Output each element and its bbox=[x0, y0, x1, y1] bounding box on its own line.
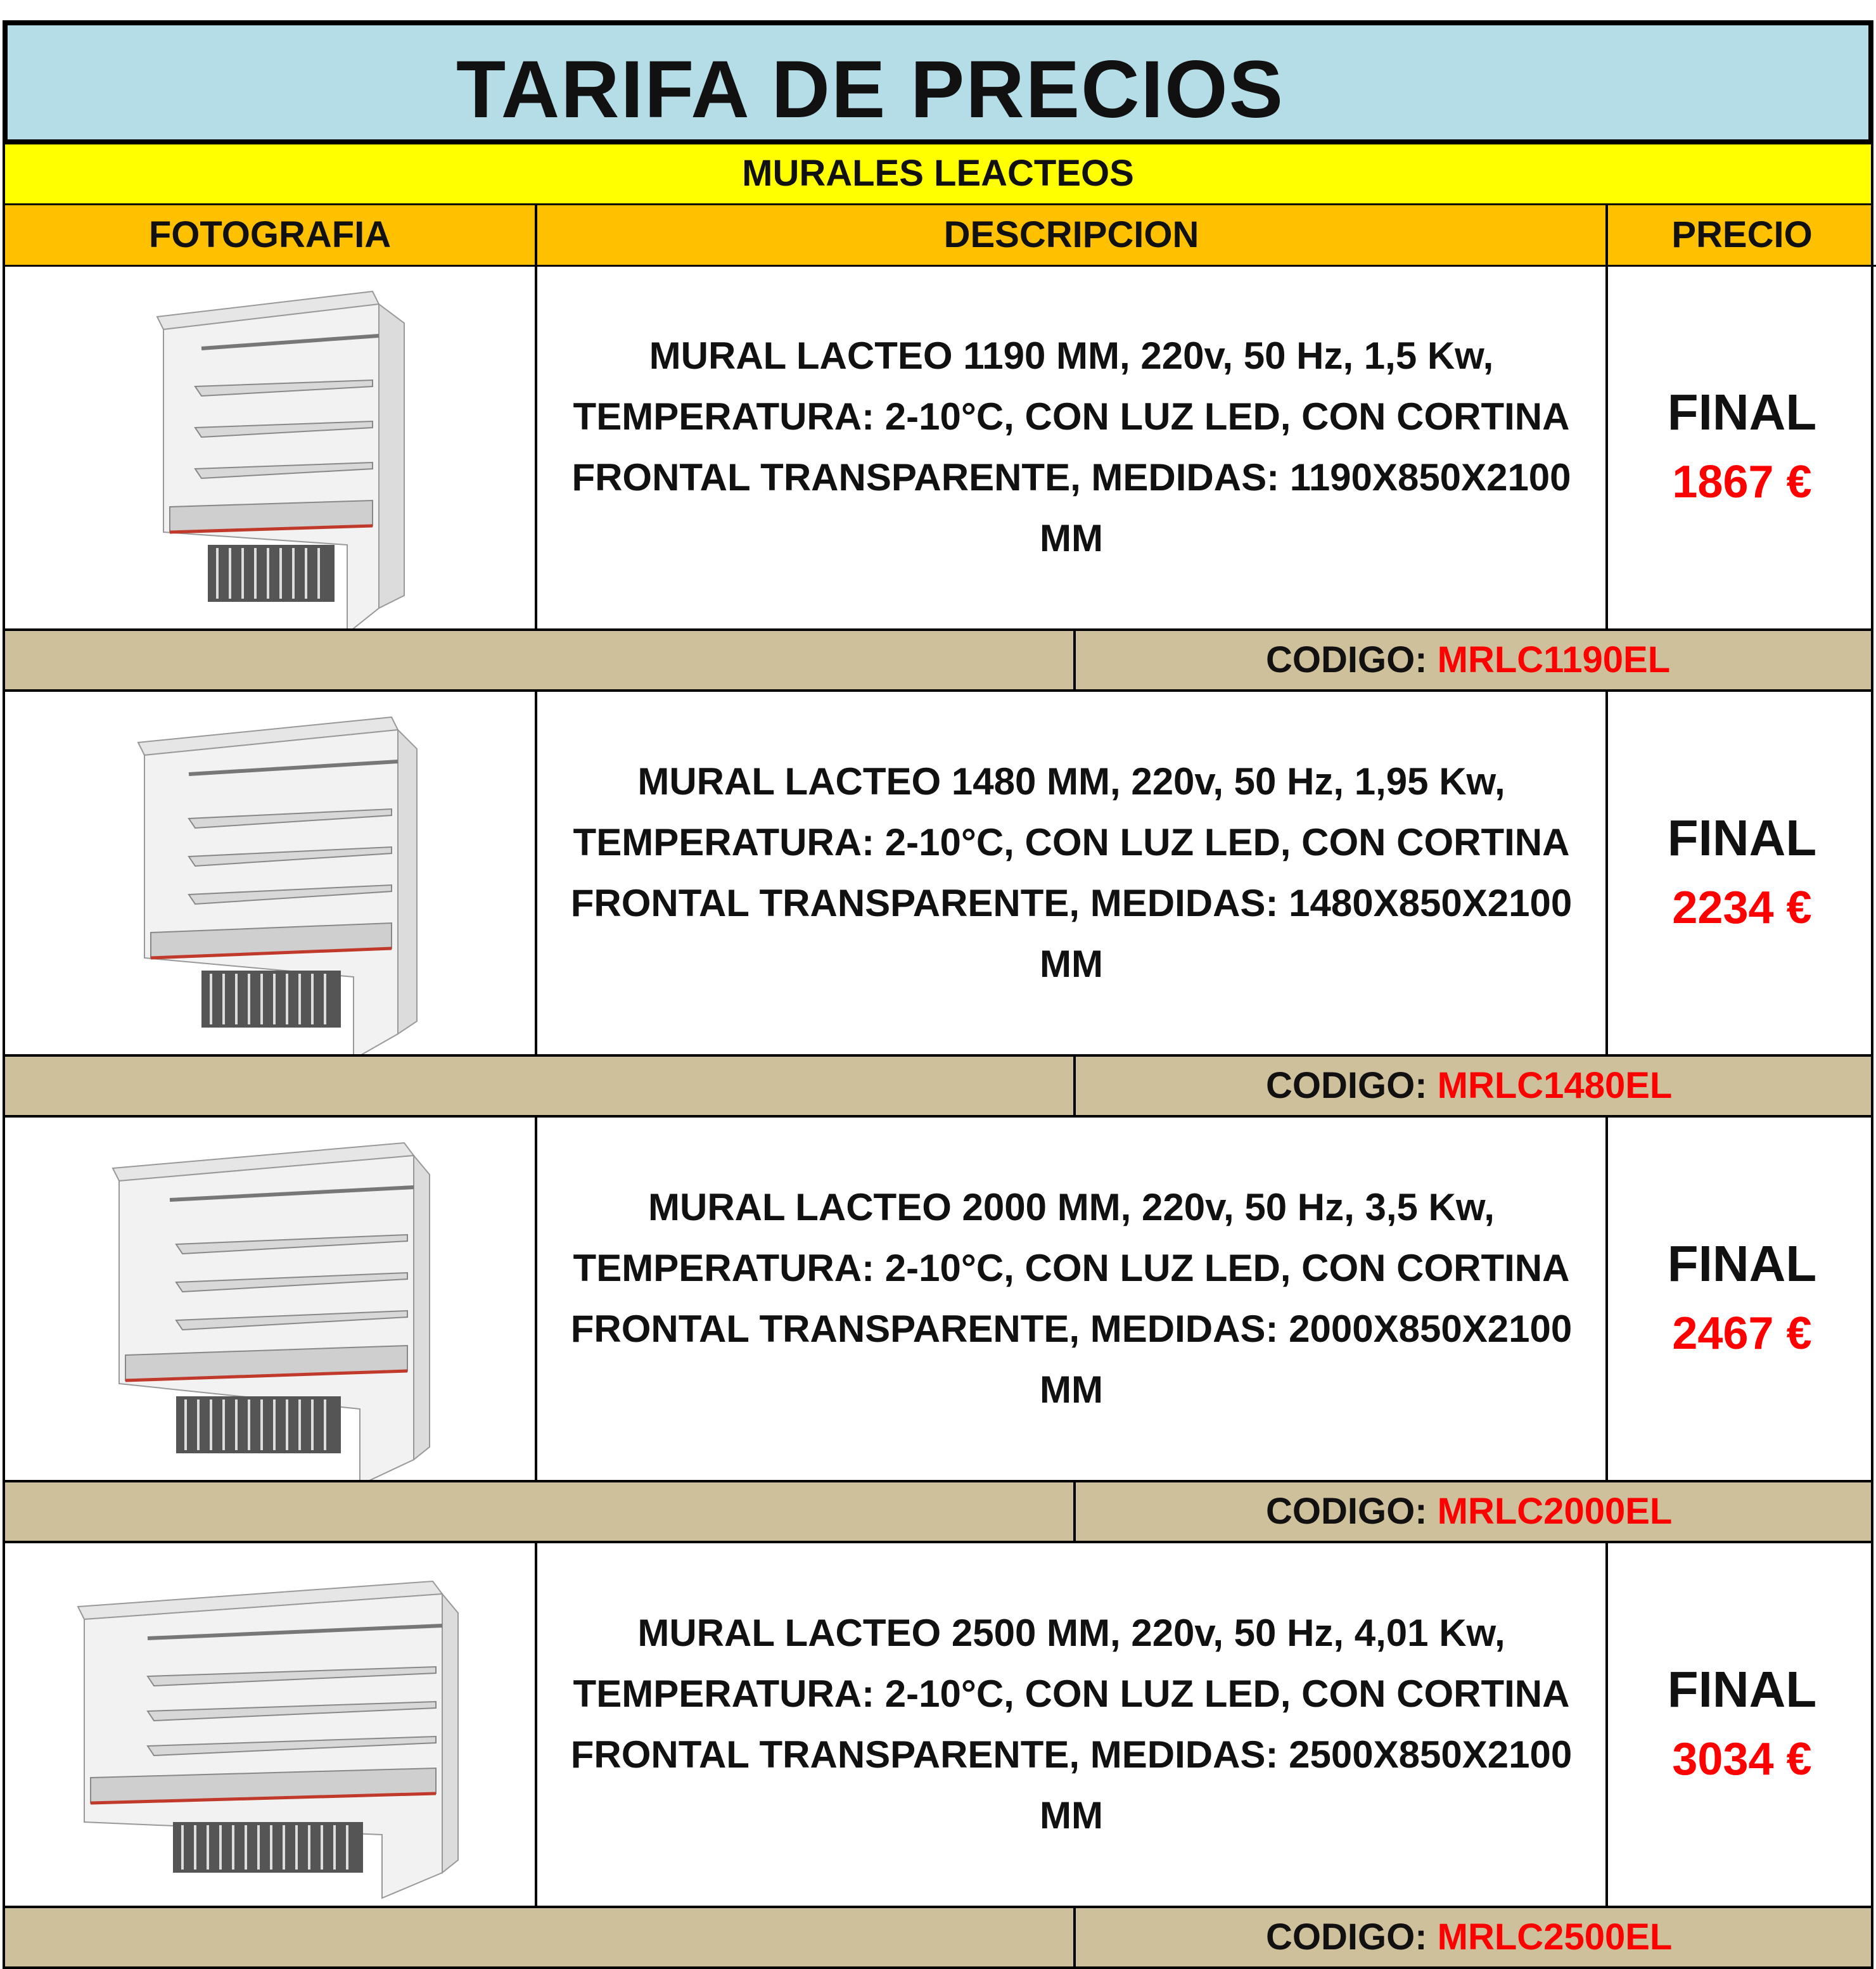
title-banner bbox=[3, 20, 1873, 144]
price-value: 3034 € bbox=[1672, 1734, 1812, 1785]
product-row bbox=[3, 1543, 1873, 1908]
code-value: MRLC1480EL bbox=[1437, 1065, 1673, 1106]
product-description: MURAL LACTEO 2000 MM, 220v, 50 Hz, 3,5 Kw, TEMPERATURA: 2-10°C, CON LUZ LED, CON CORTINA FRONTAL TRANSPARENTE, MEDIDAS: 2000X850X2100 MM bbox=[537, 1118, 1608, 1480]
product-code-row bbox=[3, 631, 1873, 692]
product-row bbox=[3, 266, 1873, 631]
display-case-icon bbox=[5, 266, 535, 628]
price-value: 2234 € bbox=[1672, 883, 1812, 933]
column-header-description: DESCRIPCION bbox=[537, 205, 1608, 267]
column-header-price: PRECIO bbox=[1608, 205, 1876, 267]
display-case-icon bbox=[5, 1543, 535, 1906]
column-header-photo: FOTOGRAFIA bbox=[5, 205, 537, 267]
product-code-row bbox=[3, 1057, 1873, 1118]
product-code bbox=[1076, 1057, 1876, 1115]
code-row-spacer bbox=[5, 1908, 1076, 1966]
price-label: FINAL bbox=[1667, 1661, 1817, 1717]
product-row bbox=[3, 1118, 1873, 1482]
product-price-cell bbox=[1608, 266, 1876, 628]
product-photo bbox=[5, 266, 537, 628]
product-code bbox=[1076, 631, 1876, 689]
code-row-spacer bbox=[5, 631, 1076, 689]
product-price-cell bbox=[1608, 1543, 1876, 1906]
price-value: 1867 € bbox=[1672, 457, 1812, 507]
product-row bbox=[3, 692, 1873, 1057]
product-photo bbox=[5, 1543, 537, 1906]
product-price-cell bbox=[1608, 692, 1876, 1054]
code-value: MRLC2000EL bbox=[1437, 1491, 1673, 1532]
product-description: MURAL LACTEO 1190 MM, 220v, 50 Hz, 1,5 Kw, TEMPERATURA: 2-10°C, CON LUZ LED, CON CORTINA FRONTAL TRANSPARENTE, MEDIDAS: 1190X850X2100 MM bbox=[537, 266, 1608, 628]
code-row-spacer bbox=[5, 1482, 1076, 1541]
product-description: MURAL LACTEO 1480 MM, 220v, 50 Hz, 1,95 Kw, TEMPERATURA: 2-10°C, CON LUZ LED, CON CORTINA FRONTAL TRANSPARENTE, MEDIDAS: 1480X850X2100 MM bbox=[537, 692, 1608, 1054]
product-photo bbox=[5, 692, 537, 1054]
code-row-spacer bbox=[5, 1057, 1076, 1115]
page-title: TARIFA DE PRECIOS bbox=[456, 44, 1284, 135]
column-headers bbox=[3, 205, 1873, 266]
product-price-cell bbox=[1608, 1118, 1876, 1480]
display-case-icon bbox=[5, 1118, 535, 1480]
price-value: 2467 € bbox=[1672, 1308, 1812, 1359]
product-code bbox=[1076, 1908, 1876, 1966]
product-description: MURAL LACTEO 2500 MM, 220v, 50 Hz, 4,01 Kw, TEMPERATURA: 2-10°C, CON LUZ LED, CON CORTINA FRONTAL TRANSPARENTE, MEDIDAS: 2500X850X2100 MM bbox=[537, 1543, 1608, 1906]
code-label: CODIGO: bbox=[1266, 1916, 1438, 1958]
product-photo bbox=[5, 1118, 537, 1480]
product-code-row bbox=[3, 1908, 1873, 1969]
price-list-sheet bbox=[3, 20, 1873, 1969]
code-label: CODIGO: bbox=[1266, 1065, 1438, 1106]
code-label: CODIGO: bbox=[1266, 1491, 1438, 1532]
price-label: FINAL bbox=[1667, 810, 1817, 866]
display-case-icon bbox=[5, 692, 535, 1054]
price-label: FINAL bbox=[1667, 384, 1817, 440]
product-code bbox=[1076, 1482, 1876, 1541]
price-label: FINAL bbox=[1667, 1235, 1817, 1292]
section-header: MURALES LEACTEOS bbox=[3, 144, 1873, 205]
code-label: CODIGO: bbox=[1266, 639, 1438, 680]
product-code-row bbox=[3, 1482, 1873, 1543]
code-value: MRLC2500EL bbox=[1437, 1916, 1673, 1958]
code-value: MRLC1190EL bbox=[1437, 639, 1671, 680]
